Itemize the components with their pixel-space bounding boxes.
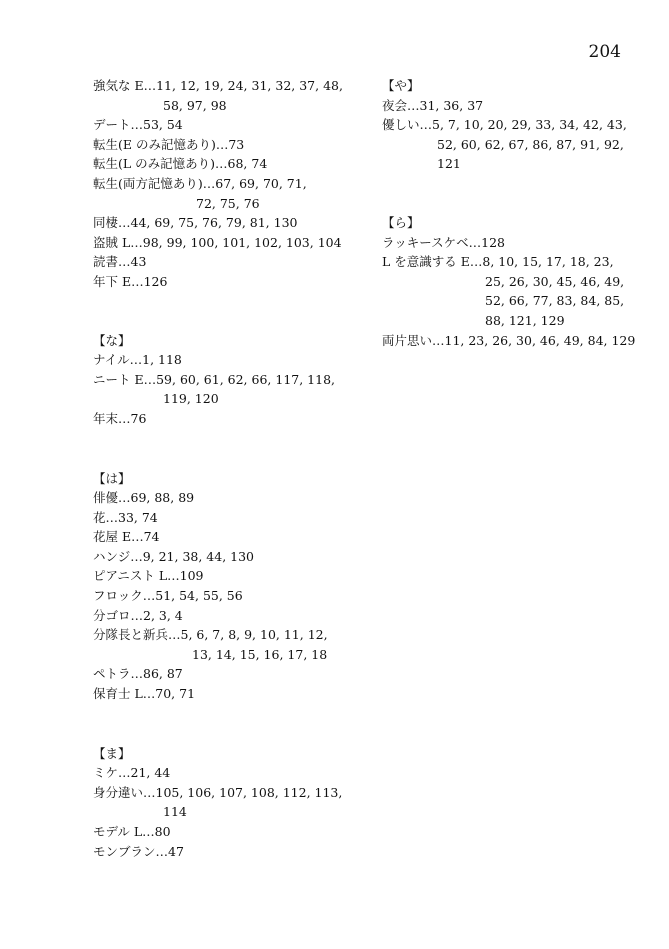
index-entry: ピアニスト L…109 [93,568,204,584]
index-entry: 保育士 L…70, 71 [93,686,196,702]
section-heading-na: 【な】 [93,332,131,348]
index-entry: 両片思い…11, 23, 26, 30, 46, 49, 84, 129 [382,332,636,348]
index-entry: L を意識する E…8, 10, 15, 17, 18, 23, [382,254,614,270]
index-entry: モデル L…80 [93,824,171,839]
index-entry-continued: 52, 60, 62, 67, 86, 87, 91, 92, [437,136,624,152]
section-heading-ma: 【ま】 [93,745,131,761]
index-entry: 身分違い…105, 106, 107, 108, 112, 113, [93,784,343,800]
index-entry-continued: 121 [437,156,461,172]
index-entry: ナイル…1, 118 [93,352,182,368]
index-entry: 夜会…31, 36, 37 [382,97,484,113]
index-entry: モンブラン…47 [93,843,184,859]
index-entry: 花屋 E…74 [93,529,160,545]
index-entry: 盗賊 L…98, 99, 100, 101, 102, 103, 104 [93,234,342,250]
index-entry: 花…33, 74 [93,509,158,525]
index-entry: 読書…43 [93,254,147,270]
index-entry: 転生(E のみ記憶あり)…73 [93,136,245,152]
index-entry: 転生(L のみ記憶あり)…68, 74 [93,156,268,172]
index-entry-continued: 114 [163,804,187,820]
index-entry-continued: 13, 14, 15, 16, 17, 18 [192,646,328,662]
index-entry: 強気な E…11, 12, 19, 24, 31, 32, 37, 48, [93,78,343,93]
index-entry: 転生(両方記憶あり)…67, 69, 70, 71, [93,175,307,191]
section-heading-ra: 【ら】 [382,214,420,230]
index-entry-continued: 52, 66, 77, 83, 84, 85, [485,293,625,309]
index-entry: 同棲…44, 69, 75, 76, 79, 81, 130 [93,215,298,231]
index-entry-continued: 58, 97, 98 [163,97,227,113]
index-entry: 分隊長と新兵…5, 6, 7, 8, 9, 10, 11, 12, [93,627,328,643]
index-entry-continued: 72, 75, 76 [196,195,260,211]
index-entry: ハンジ…9, 21, 38, 44, 130 [93,548,255,564]
section-heading-ha: 【は】 [93,470,131,486]
index-entry-continued: 88, 121, 129 [485,312,565,328]
index-entry: 優しい…5, 7, 10, 20, 29, 33, 34, 42, 43, [382,117,627,133]
page-number: 204 [588,42,621,62]
index-entry: フロック…51, 54, 55, 56 [93,588,243,604]
index-entry: ペトラ…86, 87 [93,666,183,682]
index-entry: ニート E…59, 60, 61, 62, 66, 117, 118, [93,371,335,387]
index-entry: 年下 E…126 [93,273,168,289]
index-entry: 分ゴロ…2, 3, 4 [93,607,183,623]
index-entry: ラッキースケベ…128 [382,234,505,250]
index-entry-continued: 119, 120 [163,391,219,407]
index-entry: 年末…76 [93,410,147,426]
section-heading-ya: 【や】 [382,78,420,93]
index-entry: デート…53, 54 [93,117,183,133]
index-entry-continued: 25, 26, 30, 45, 46, 49, [485,273,625,289]
index-column-left [93,76,363,861]
index-entry: ミケ…21, 44 [93,765,171,781]
index-column-right [382,76,642,350]
index-entry: 俳優…69, 88, 89 [93,490,195,506]
